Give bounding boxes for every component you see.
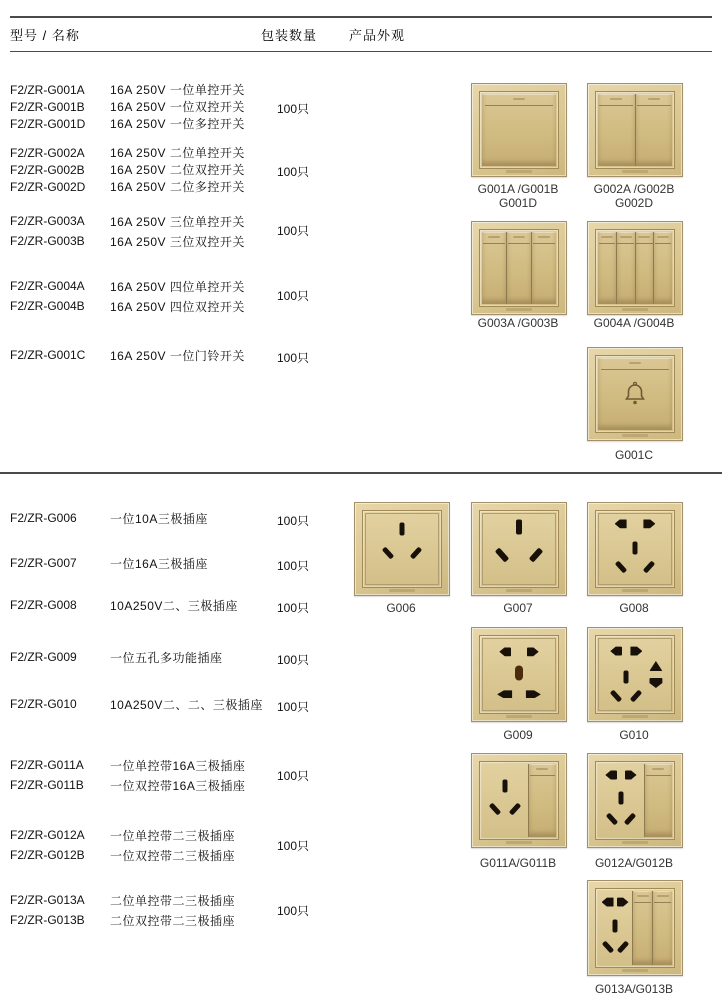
earth-slot-hole [502, 779, 507, 792]
image-caption: G002A /G002B G002D [593, 182, 675, 210]
model-number: F2/ZR-G010 [10, 697, 77, 711]
model-number: F2/ZR-G002D [10, 179, 86, 194]
two-pin-hole [602, 898, 614, 907]
neutral-slot-hole [529, 547, 543, 562]
model-description: 16A 250V 四位单控开关 [110, 279, 245, 294]
pack-quantity: 100只 [277, 700, 310, 714]
model-description: 一位10A三极插座 [110, 511, 208, 526]
switch-rocker [529, 764, 556, 837]
image-caption: G011A/G011B [479, 856, 557, 870]
product-group-g013 [10, 890, 235, 930]
bell-icon [623, 381, 647, 407]
pack-quantity: 100只 [277, 351, 310, 365]
product-group-g006 [10, 508, 208, 528]
pack-quantity: 100只 [277, 601, 310, 615]
switch-rocker [617, 232, 635, 304]
product-group-g004 [10, 276, 245, 316]
earth-slot-hole [516, 519, 522, 534]
socket-face [598, 513, 672, 585]
socket-face [598, 638, 672, 711]
model-number: F2/ZR-G002A [10, 145, 85, 160]
product-image-g007 [471, 502, 567, 596]
multi-slot-hole [526, 690, 541, 698]
live-slot-hole [489, 803, 501, 816]
model-number: F2/ZR-G013B [10, 913, 85, 927]
product-image-g009 [471, 627, 567, 722]
image-caption: G012A/G012B [594, 856, 674, 870]
socket-face [482, 513, 556, 585]
column-header-appearance: 产品外观 [349, 28, 406, 43]
pack-quantity: 100只 [277, 653, 310, 667]
top-rule [10, 16, 712, 18]
model-number: F2/ZR-G013A [10, 893, 85, 907]
combo-panel [482, 764, 556, 837]
model-description: 一位双控带16A三极插座 [110, 778, 246, 793]
live-slot-hole [606, 813, 618, 826]
neutral-slot-hole [616, 941, 628, 954]
model-number: F2/ZR-G012A [10, 828, 85, 842]
column-header-qty: 包装数量 [261, 28, 318, 43]
model-number: F2/ZR-G009 [10, 650, 77, 664]
model-description: 一位16A三极插座 [110, 556, 208, 571]
neutral-slot-hole [630, 689, 642, 702]
model-description: 16A 250V 二位双控开关 [110, 163, 245, 177]
two-pin-hole [527, 647, 539, 656]
two-pin-hole [630, 647, 642, 656]
image-caption: G001A /G001B G001D [477, 182, 559, 210]
live-slot-hole [615, 561, 627, 574]
combo-panel [598, 764, 672, 837]
model-description: 16A 250V 一位门铃开关 [110, 348, 245, 363]
model-description: 10A250V二、二、三极插座 [110, 697, 263, 712]
doorbell-rocker [598, 358, 672, 430]
pack-quantity: 100只 [277, 289, 310, 303]
model-number: F2/ZR-G012B [10, 848, 85, 862]
pack-quantity: 100只 [277, 102, 310, 116]
pack-quantity: 100只 [277, 165, 310, 179]
earth-slot-hole [633, 541, 638, 554]
product-image-g013 [587, 880, 683, 976]
earth-slot-hole [400, 523, 405, 536]
plate-frame [479, 761, 559, 840]
switch-rocker [636, 232, 654, 304]
switch-rocker [598, 94, 635, 166]
model-description: 二位双控带二三极插座 [110, 913, 236, 928]
model-description: 16A 250V 二位多控开关 [110, 180, 245, 194]
image-caption: G004A /G004B [593, 316, 675, 330]
pack-quantity: 100只 [277, 224, 310, 238]
neutral-slot-hole [410, 546, 422, 559]
plate-frame [479, 91, 559, 169]
model-description: 16A 250V 一位多控开关 [110, 117, 245, 131]
switch-keys [482, 232, 556, 304]
image-caption: G007 [503, 601, 533, 615]
model-description: 16A 250V 三位双控开关 [110, 234, 245, 249]
two-pin-hole [610, 647, 622, 656]
model-number: F2/ZR-G001B [10, 99, 85, 114]
earth-slot-hole [618, 792, 623, 805]
model-number: F2/ZR-G001D [10, 116, 86, 131]
socket-face [482, 764, 528, 837]
socket-face [598, 891, 632, 965]
model-description: 16A 250V 三位单控开关 [110, 214, 245, 229]
switch-rocker [507, 232, 531, 304]
product-image-g004 [587, 221, 683, 315]
switch-rocker [532, 232, 556, 304]
switch-rocker [633, 891, 652, 965]
two-pin-hole [617, 898, 629, 907]
multi-slot-hole [497, 690, 512, 698]
model-description: 16A 250V 一位双控开关 [110, 100, 245, 114]
column-header-model: 型号 / 名称 [10, 28, 80, 43]
model-description: 一位双控带二三极插座 [110, 848, 236, 863]
image-caption: G013A/G013B [594, 982, 674, 996]
model-number: F2/ZR-G002B [10, 162, 85, 177]
product-group-g002 [10, 144, 245, 195]
model-description: 二位单控带二三极插座 [110, 893, 236, 908]
two-pin-hole [625, 770, 637, 779]
two-pin-hole [649, 678, 662, 688]
earth-slot-hole [613, 919, 618, 932]
product-image-g011 [471, 753, 567, 848]
product-image-g008 [587, 502, 683, 596]
switch-rocker [482, 94, 556, 166]
model-description: 一位五孔多功能插座 [110, 650, 223, 665]
switch-rocker [636, 94, 673, 166]
switch-rocker [598, 232, 616, 304]
plate-frame [479, 229, 559, 307]
model-number: F2/ZR-G004A [10, 279, 85, 293]
live-slot-hole [610, 689, 622, 702]
switch-rocker [482, 232, 506, 304]
product-group-g007 [10, 553, 208, 573]
product-image-g006 [354, 502, 450, 596]
pack-quantity: 100只 [277, 839, 310, 853]
product-group-g009 [10, 647, 223, 667]
earth-slot-hole [624, 671, 629, 684]
image-caption: G003A /G003B [477, 316, 559, 330]
image-caption: G006 [386, 601, 416, 615]
switch-rocker [653, 891, 672, 965]
plate-frame [479, 510, 559, 588]
product-image-g002 [587, 83, 683, 177]
plate-frame [595, 888, 675, 968]
socket-face [365, 513, 439, 585]
product-group-g011 [10, 755, 245, 795]
two-pin-hole [615, 519, 627, 528]
header-bottom-rule [10, 51, 712, 52]
plate-frame [595, 761, 675, 840]
pack-quantity: 100只 [277, 514, 310, 528]
pack-quantity: 100只 [277, 559, 310, 573]
neutral-slot-hole [509, 803, 521, 816]
model-number: F2/ZR-G001C [10, 348, 86, 362]
two-pin-hole [605, 770, 617, 779]
model-number: F2/ZR-G003B [10, 234, 85, 248]
pack-quantity: 100只 [277, 769, 310, 783]
plate-frame [595, 635, 675, 714]
section-divider-rule [0, 472, 722, 474]
model-description: 10A250V二、三极插座 [110, 598, 238, 613]
plate-frame [595, 229, 675, 307]
model-description: 16A 250V 二位单控开关 [110, 146, 245, 160]
model-number: F2/ZR-G011B [10, 778, 84, 792]
plate-frame [362, 510, 442, 588]
image-caption: G009 [503, 728, 533, 742]
model-number: F2/ZR-G006 [10, 511, 77, 525]
live-slot-hole [494, 547, 508, 562]
model-number: F2/ZR-G004B [10, 299, 85, 313]
product-image-g010 [587, 627, 683, 722]
plate-frame [479, 635, 559, 714]
product-group-g010 [10, 694, 263, 714]
two-pin-hole [643, 519, 655, 528]
live-slot-hole [381, 546, 393, 559]
switch-rocker [654, 232, 672, 304]
image-caption: G008 [619, 601, 649, 615]
model-description: 一位单控带二三极插座 [110, 828, 236, 843]
product-group-g001c [10, 345, 245, 365]
product-group-g003 [10, 211, 245, 251]
image-caption: G010 [619, 728, 649, 742]
neutral-slot-hole [624, 813, 636, 826]
model-number: F2/ZR-G011A [10, 758, 84, 772]
two-pin-hole [499, 647, 511, 656]
plate-frame [595, 355, 675, 433]
product-image-g001 [471, 83, 567, 177]
live-slot-hole [601, 941, 613, 954]
product-image-g001c [587, 347, 683, 441]
plate-frame [595, 91, 675, 169]
product-image-g003 [471, 221, 567, 315]
universal-earth-hole [515, 666, 523, 681]
plate-frame [595, 510, 675, 588]
model-number: F2/ZR-G001A [10, 82, 85, 97]
image-caption: G001C [614, 448, 654, 462]
switch-rocker [645, 764, 672, 837]
product-group-g001 [10, 81, 245, 132]
switch-keys [598, 358, 672, 430]
model-number: F2/ZR-G007 [10, 556, 77, 570]
socket-face [482, 638, 556, 711]
model-number: F2/ZR-G003A [10, 214, 85, 228]
pack-quantity: 100只 [277, 904, 310, 918]
switch-keys [482, 94, 556, 166]
two-pin-hole [649, 661, 662, 671]
neutral-slot-hole [642, 561, 654, 574]
model-number: F2/ZR-G008 [10, 598, 77, 612]
model-description: 一位单控带16A三极插座 [110, 758, 246, 773]
switch-keys [598, 94, 672, 166]
socket-face [598, 764, 644, 837]
product-group-g012 [10, 825, 235, 865]
product-image-g012 [587, 753, 683, 848]
product-group-g008 [10, 595, 238, 615]
switch-keys [598, 232, 672, 304]
combo-panel [598, 891, 672, 965]
model-description: 16A 250V 一位单控开关 [110, 83, 245, 97]
model-description: 16A 250V 四位双控开关 [110, 299, 245, 314]
